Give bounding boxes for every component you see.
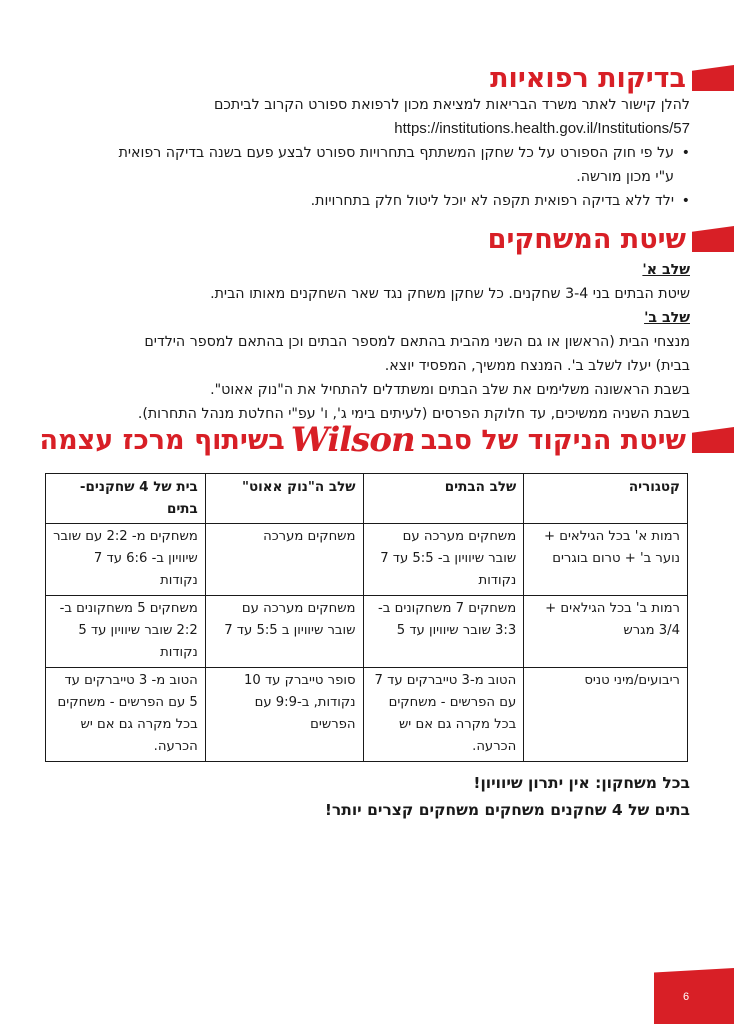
list-item: • ילד ללא בדיקה רפואית תקפה לא יוכל ליטול חלק בתחרויות. (40, 189, 690, 213)
stage-b-line: בשבת הראשונה משלימים את שלב הבתים ומשתדלים להתחיל את ה"נוק אאוט". (210, 382, 690, 398)
closing-line: בכל משחקון: אין יתרון שיוויון! (473, 774, 690, 792)
health-ministry-link[interactable]: https://institutions.health.gov.il/Institutions/57 (394, 120, 690, 137)
games-section-heading (488, 219, 734, 259)
stage-b-line: מנצחי הבית (הראשון או גם השני מהבית בהתאם למספר הבתים וכן בהתאם למספר הילדים (144, 334, 690, 350)
scoring-section-heading (40, 420, 734, 460)
table-cell: הטוב מ-3 טייברקים עד 7 עם הפרשים - משחקים בכל מקרה גם אם יש הכרעה. (363, 668, 524, 762)
table-cell: משחקים מערכה עם שובר שיוויון ב- 5:5 עד 7 נקודות (363, 524, 524, 596)
table-cell: משחקים מערכה עם שובר שיוויון ב 5:5 עד 7 (205, 596, 363, 668)
list-item: • על פי חוק הספורט על כל שחקן המשתתף בתחרויות ספורט לבצע פעם בשנה בדיקה רפואית ע"י מכון מורשה. (40, 141, 690, 189)
table-cell: משחקים 5 משחקונים ב- 2:2 שובר שיוויון עד 5 נקודות (46, 596, 206, 668)
table-cell: ריבועים/מיני טניס (524, 668, 688, 762)
wilson-logo: Wilson (290, 420, 415, 460)
games-heading: שיטת המשחקים (487, 223, 686, 255)
table-header-row (46, 474, 688, 524)
table-cell: משחקים מ- 2:2 עם שובר שיוויון ב- 6:6 עד 7 נקודות (46, 524, 206, 596)
scoring-heading: שיטת הניקוד של סבבWilsonבשיתוף מרכז עצמה (39, 420, 686, 460)
table-cell: רמות ב' בכל הגילאים + 3/4 מגרש (524, 596, 688, 668)
stage-b-line: בבית) יעלו לשלב ב'. המנצח ממשיך, המפסיד יוצא. (384, 358, 690, 374)
closing-line: בתים של 4 שחקנים משחקים משחקים קצרים יותר! (324, 801, 690, 819)
table-row (46, 596, 688, 668)
heading-red-tab (692, 65, 734, 91)
column-header: שלב הבתים (363, 474, 524, 524)
medical-section-heading (490, 58, 734, 98)
table-cell: רמות א' בכל הגילאים + נוער ב' + טרום בוגרים (524, 524, 688, 596)
page-number-tab (654, 968, 734, 1024)
column-header: בית של 4 שחקנים- בתים (46, 474, 206, 524)
heading-red-tab (692, 427, 734, 453)
column-header: קטגוריה (524, 474, 688, 524)
medical-heading: בדיקות רפואיות (490, 62, 686, 94)
medical-body (40, 93, 690, 213)
medical-bullets (40, 141, 690, 213)
stage-b-line: בשבת השניה ממשיכים, עד חלוקת הפרסים (לעיתים בימי ג', ו' עפ"י החלטת מנהל התחרות). (137, 406, 690, 422)
closing-notes (325, 770, 690, 824)
table-cell: סופר טייברק עד 10 נקודות, ב-9:9 עם הפרשים (205, 668, 363, 762)
games-body (40, 258, 690, 426)
heading-red-tab (692, 226, 734, 252)
table-row (46, 524, 688, 596)
table-cell: משחקים 7 משחקונים ב- 3:3 שובר שיוויון עד 5 (363, 596, 524, 668)
table-row (46, 668, 688, 762)
scoring-table (45, 473, 688, 762)
column-header: שלב ה"נוק אאוט" (205, 474, 363, 524)
page-number: 6 (683, 991, 690, 1003)
medical-intro: להלן קישור לאתר משרד הבריאות למציאת מכון לרפואת ספורט הקרוב לביתכם (214, 97, 690, 113)
table-cell: הטוב מ- 3 טייברקים עד 5 עם הפרשים - משחקים בכל מקרה גם אם יש הכרעה. (46, 668, 206, 762)
stage-b-title: שלב ב' (644, 310, 690, 326)
table-cell: משחקים מערכה (205, 524, 363, 596)
stage-a-text: שיטת הבתים בני 3-4 שחקנים. כל שחקן משחק נגד שאר השחקנים מאותו הבית. (210, 286, 690, 302)
stage-a-title: שלב א' (642, 262, 690, 278)
